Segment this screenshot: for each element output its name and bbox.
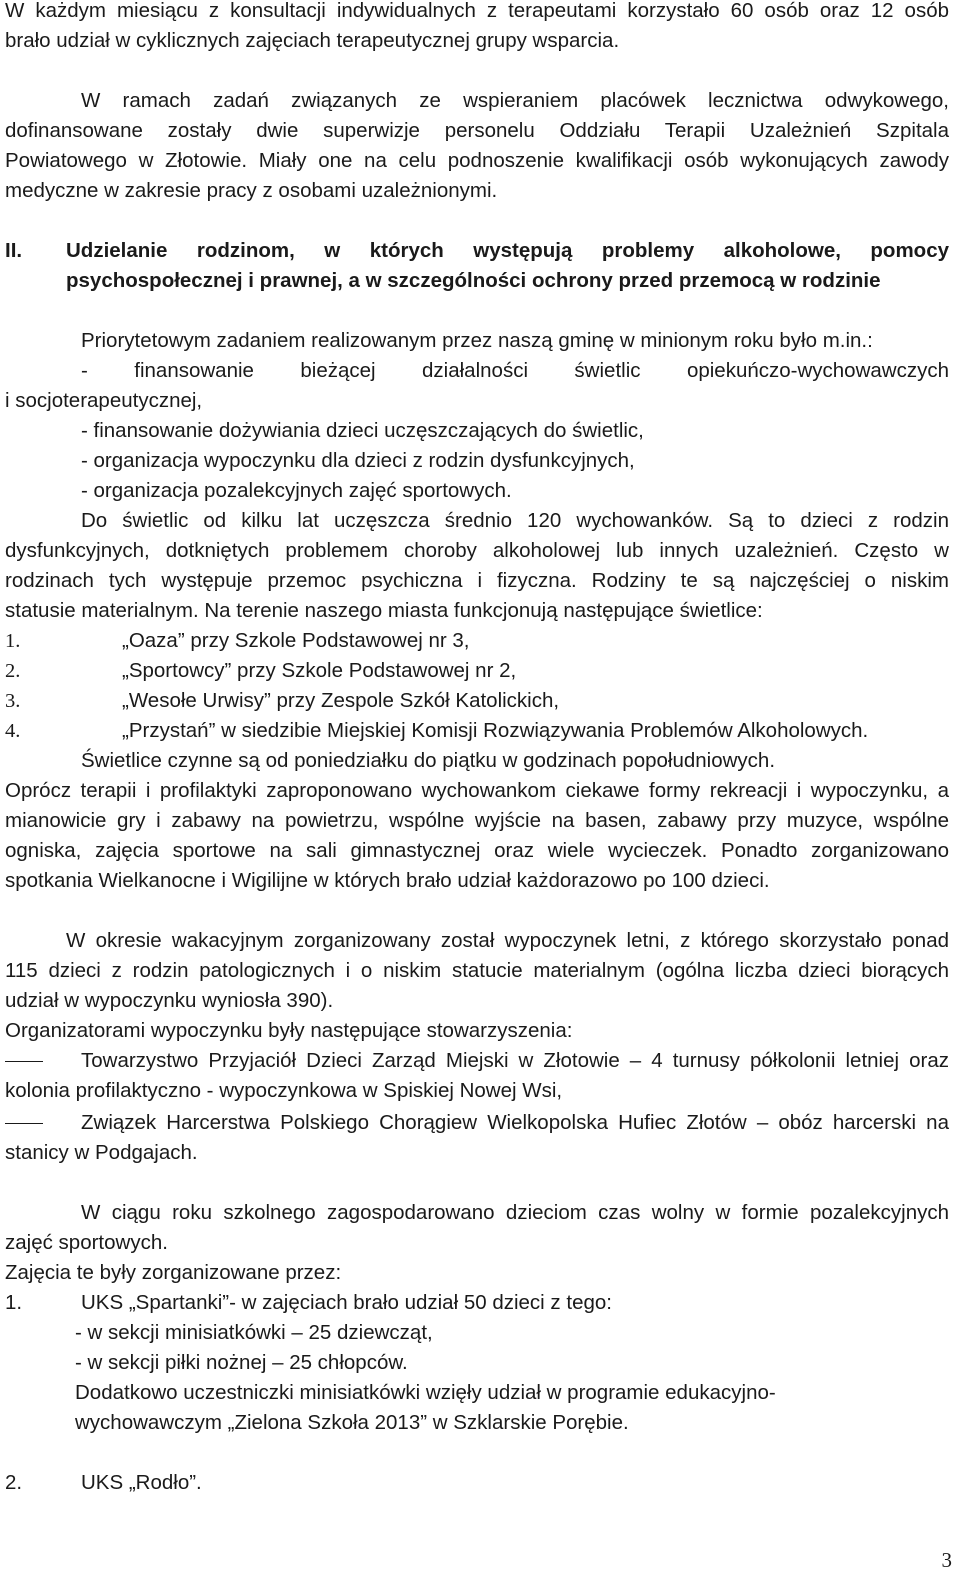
list-item: - organizacja pozalekcyjnych zajęć sportowych.	[81, 479, 512, 502]
list-item: - finansowanie bieżącej działalności świetlic opiekuńczo-wychowawczych	[81, 359, 949, 382]
paragraph-line: spotkania Wielkanocne i Wigilijne w których brało udział każdorazowo po 100 dzieci.	[5, 869, 770, 892]
list-item: Związek Harcerstwa Polskiego Chorągiew Wielkopolska Hufiec Złotów – obóz harcerski na	[81, 1111, 949, 1134]
list-subitem: - w sekcji minisiatkówki – 25 dziewcząt,	[75, 1321, 433, 1344]
paragraph-line: ogniska, zajęcia sportowe na sali gimnastycznej oraz wiele wycieczek. Ponadto zorganizowano	[5, 839, 949, 862]
list-subitem: Dodatkowo uczestniczki minisiatkówki wzięły udział w programie edukacyjno-	[75, 1381, 776, 1404]
list-subitem: wychowawczym „Zielona Szkoła 2013” w Szklarskie Porębie.	[75, 1411, 629, 1434]
section-heading: Udzielanie rodzinom, w których występują problemy alkoholowe, pomocy	[66, 239, 949, 262]
list-number: 3.	[5, 690, 21, 712]
dash-bullet	[5, 1046, 81, 1076]
section-number: II.	[5, 239, 23, 262]
paragraph-line: W ciągu roku szkolnego zagospodarowano dzieciom czas wolny w formie pozalekcyjnych	[81, 1201, 949, 1224]
paragraph-line: dysfunkcyjnych, dotkniętych problemem choroby alkoholowej lub innych uzależnień. Często w	[5, 539, 949, 562]
paragraph-line: W każdym miesiącu z konsultacji indywidualnych z terapeutami korzystało 60 osób oraz 12 osób	[5, 0, 949, 22]
list-number: 4.	[5, 720, 21, 742]
list-number: 2.	[5, 1471, 23, 1494]
dash-bullet	[5, 1108, 81, 1138]
paragraph-line: Organizatorami wypoczynku były następujące stowarzyszenia:	[5, 1019, 573, 1042]
list-item: Towarzystwo Przyjaciół Dzieci Zarząd Miejski w Złotowie – 4 turnusy półkolonii letniej oraz	[81, 1049, 949, 1072]
paragraph-line: Świetlice czynne są od poniedziałku do piątku w godzinach popołudniowych.	[81, 749, 776, 772]
list-item: „Oaza” przy Szkole Podstawowej nr 3,	[122, 629, 470, 652]
paragraph-line: Oprócz terapii i profilaktyki zaproponowano wychowankom ciekawe formy rekreacji i wypoczynku, a	[5, 779, 949, 802]
list-number: 1.	[5, 1291, 23, 1314]
paragraph-line: rodzinach tych występuje przemoc psychiczna i fizyczna. Rodziny te są najczęściej o niskim	[5, 569, 949, 592]
list-item: „Wesołe Urwisy” przy Zespole Szkół Katolickich,	[122, 689, 560, 712]
paragraph-line: udział w wypoczynku wyniosła 390).	[5, 989, 334, 1012]
paragraph-line: statusie materialnym. Na terenie naszego miasta funkcjonują następujące świetlice:	[5, 599, 763, 622]
list-item: „Sportowcy” przy Szkole Podstawowej nr 2,	[122, 659, 517, 682]
list-item: UKS „Rodło”.	[81, 1471, 202, 1494]
paragraph-line: 115 dzieci z rodzin patologicznych i o niskim statucie materialnym (ogólna liczba dzieci biorących	[5, 959, 949, 982]
paragraph-line: mianowicie gry i zabawy na powietrzu, wspólne wyjście na basen, zabawy przy muzyce, wspólne	[5, 809, 949, 832]
list-item: stanicy w Podgajach.	[5, 1141, 198, 1164]
page-number: 3	[941, 1548, 952, 1572]
list-item: - finansowanie dożywiania dzieci uczęszczających do świetlic,	[81, 419, 644, 442]
paragraph-line: W okresie wakacyjnym zorganizowany został wypoczynek letni, z którego skorzystało ponad	[66, 929, 949, 952]
list-item: - organizacja wypoczynku dla dzieci z rodzin dysfunkcyjnych,	[81, 449, 635, 472]
list-item: kolonia profilaktyczno - wypoczynkowa w Spiskiej Nowej Wsi,	[5, 1079, 563, 1102]
paragraph-line: W ramach zadań związanych ze wspieraniem placówek lecznictwa odwykowego,	[81, 89, 949, 112]
list-subitem: - w sekcji piłki nożnej – 25 chłopców.	[75, 1351, 408, 1374]
paragraph-line: Priorytetowym zadaniem realizowanym przez naszą gminę w minionym roku było m.in.:	[81, 329, 873, 352]
paragraph-line: i socjoterapeutycznej,	[5, 389, 203, 412]
list-item: „Przystań” w siedzibie Miejskiej Komisji Rozwiązywania Problemów Alkoholowych.	[122, 719, 869, 742]
paragraph-line: dofinansowane zostały dwie superwizje personelu Oddziału Terapii Uzależnień Szpitala	[5, 119, 949, 142]
paragraph-line: medyczne w zakresie pracy z osobami uzależnionymi.	[5, 179, 498, 202]
paragraph-line: Zajęcia te były zorganizowane przez:	[5, 1261, 342, 1284]
list-number: 1.	[5, 630, 21, 652]
list-item: UKS „Spartanki”- w zajęciach brało udział 50 dzieci z tego:	[81, 1291, 612, 1314]
paragraph-line: Do świetlic od kilku lat uczęszcza średnio 120 wychowanków. Są to dzieci z rodzin	[81, 509, 949, 532]
paragraph-line: zajęć sportowych.	[5, 1231, 168, 1254]
list-number: 2.	[5, 660, 21, 682]
paragraph-line: Powiatowego w Złotowie. Miały one na celu podnoszenie kwalifikacji osób wykonujących zawody	[5, 149, 949, 172]
section-heading: psychospołecznej i prawnej, a w szczególności ochrony przed przemocą w rodzinie	[66, 269, 881, 292]
paragraph-line: brało udział w cyklicznych zajęciach terapeutycznej grupy wsparcia.	[5, 29, 620, 52]
